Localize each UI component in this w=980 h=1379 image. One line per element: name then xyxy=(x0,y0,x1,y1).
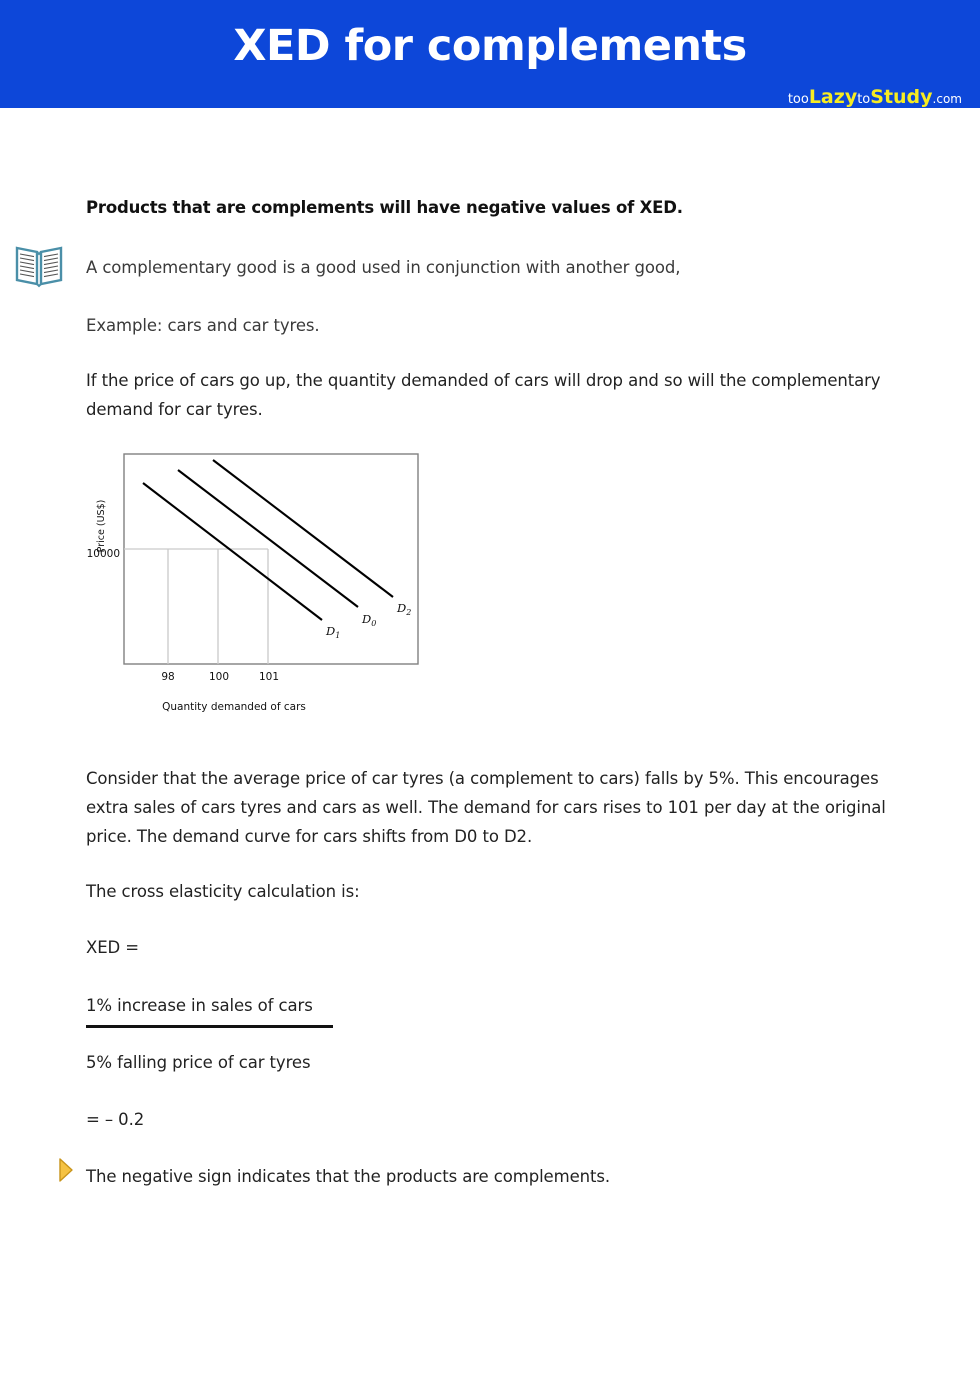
fraction-numerator: 1% increase in sales of cars xyxy=(86,996,313,1015)
page-header-banner xyxy=(0,0,980,108)
ytick-label-10000: 10000 xyxy=(86,548,120,560)
xed-result-value: = – 0.2 xyxy=(86,1110,145,1129)
page-title: XED for complements xyxy=(233,21,747,71)
calculation-intro: The cross elasticity calculation is: xyxy=(86,882,360,901)
logo-text-study: Study xyxy=(870,86,933,108)
logo-text-com: .com xyxy=(932,92,962,106)
consider-paragraph: Consider that the average price of car tyres (a complement to cars) falls by 5%. This encourages extra sales of cars tyres and cars as well. The demand for cars rises to 101 per day at the original price. The demand curve for cars shifts from D0 to D2. xyxy=(86,769,886,846)
xtick-label-100: 100 xyxy=(208,671,230,683)
curve-label-d0: $D_0$ xyxy=(362,612,377,628)
open-book-icon xyxy=(14,242,64,288)
xtick-label-98: 98 xyxy=(161,671,175,683)
definition-text: A complementary good is a good used in conjunction with another good, xyxy=(86,258,681,277)
example-text: Example: cars and car tyres. xyxy=(86,316,320,335)
triangle-bullet-icon xyxy=(58,1157,74,1183)
chart-xlabel: Quantity demanded of cars xyxy=(162,701,306,713)
curve-label-d1: $D_1$ xyxy=(326,624,341,640)
fraction-bar xyxy=(86,1025,333,1028)
xtick-label-101: 101 xyxy=(258,671,280,683)
conclusion-text: The negative sign indicates that the products are complements. xyxy=(86,1167,610,1186)
logo-text-too: too xyxy=(787,92,809,107)
chart-ylabel: Price (US$) xyxy=(96,499,107,553)
xed-equation-label: XED = xyxy=(86,938,140,957)
logo-text-to: to xyxy=(857,92,871,107)
demand-curve-chart xyxy=(86,448,436,720)
price-explanation-text: If the price of cars go up, the quantity demanded of cars will drop and so will the complementary demand for car tyres. xyxy=(86,371,881,419)
lead-statement: Products that are complements will have negative values of XED. xyxy=(86,198,683,217)
fraction-denominator: 5% falling price of car tyres xyxy=(86,1053,311,1072)
site-logo[interactable] xyxy=(788,88,962,107)
curve-label-d2: $D_2$ xyxy=(397,601,412,617)
logo-text-lazy: Lazy xyxy=(808,86,858,108)
